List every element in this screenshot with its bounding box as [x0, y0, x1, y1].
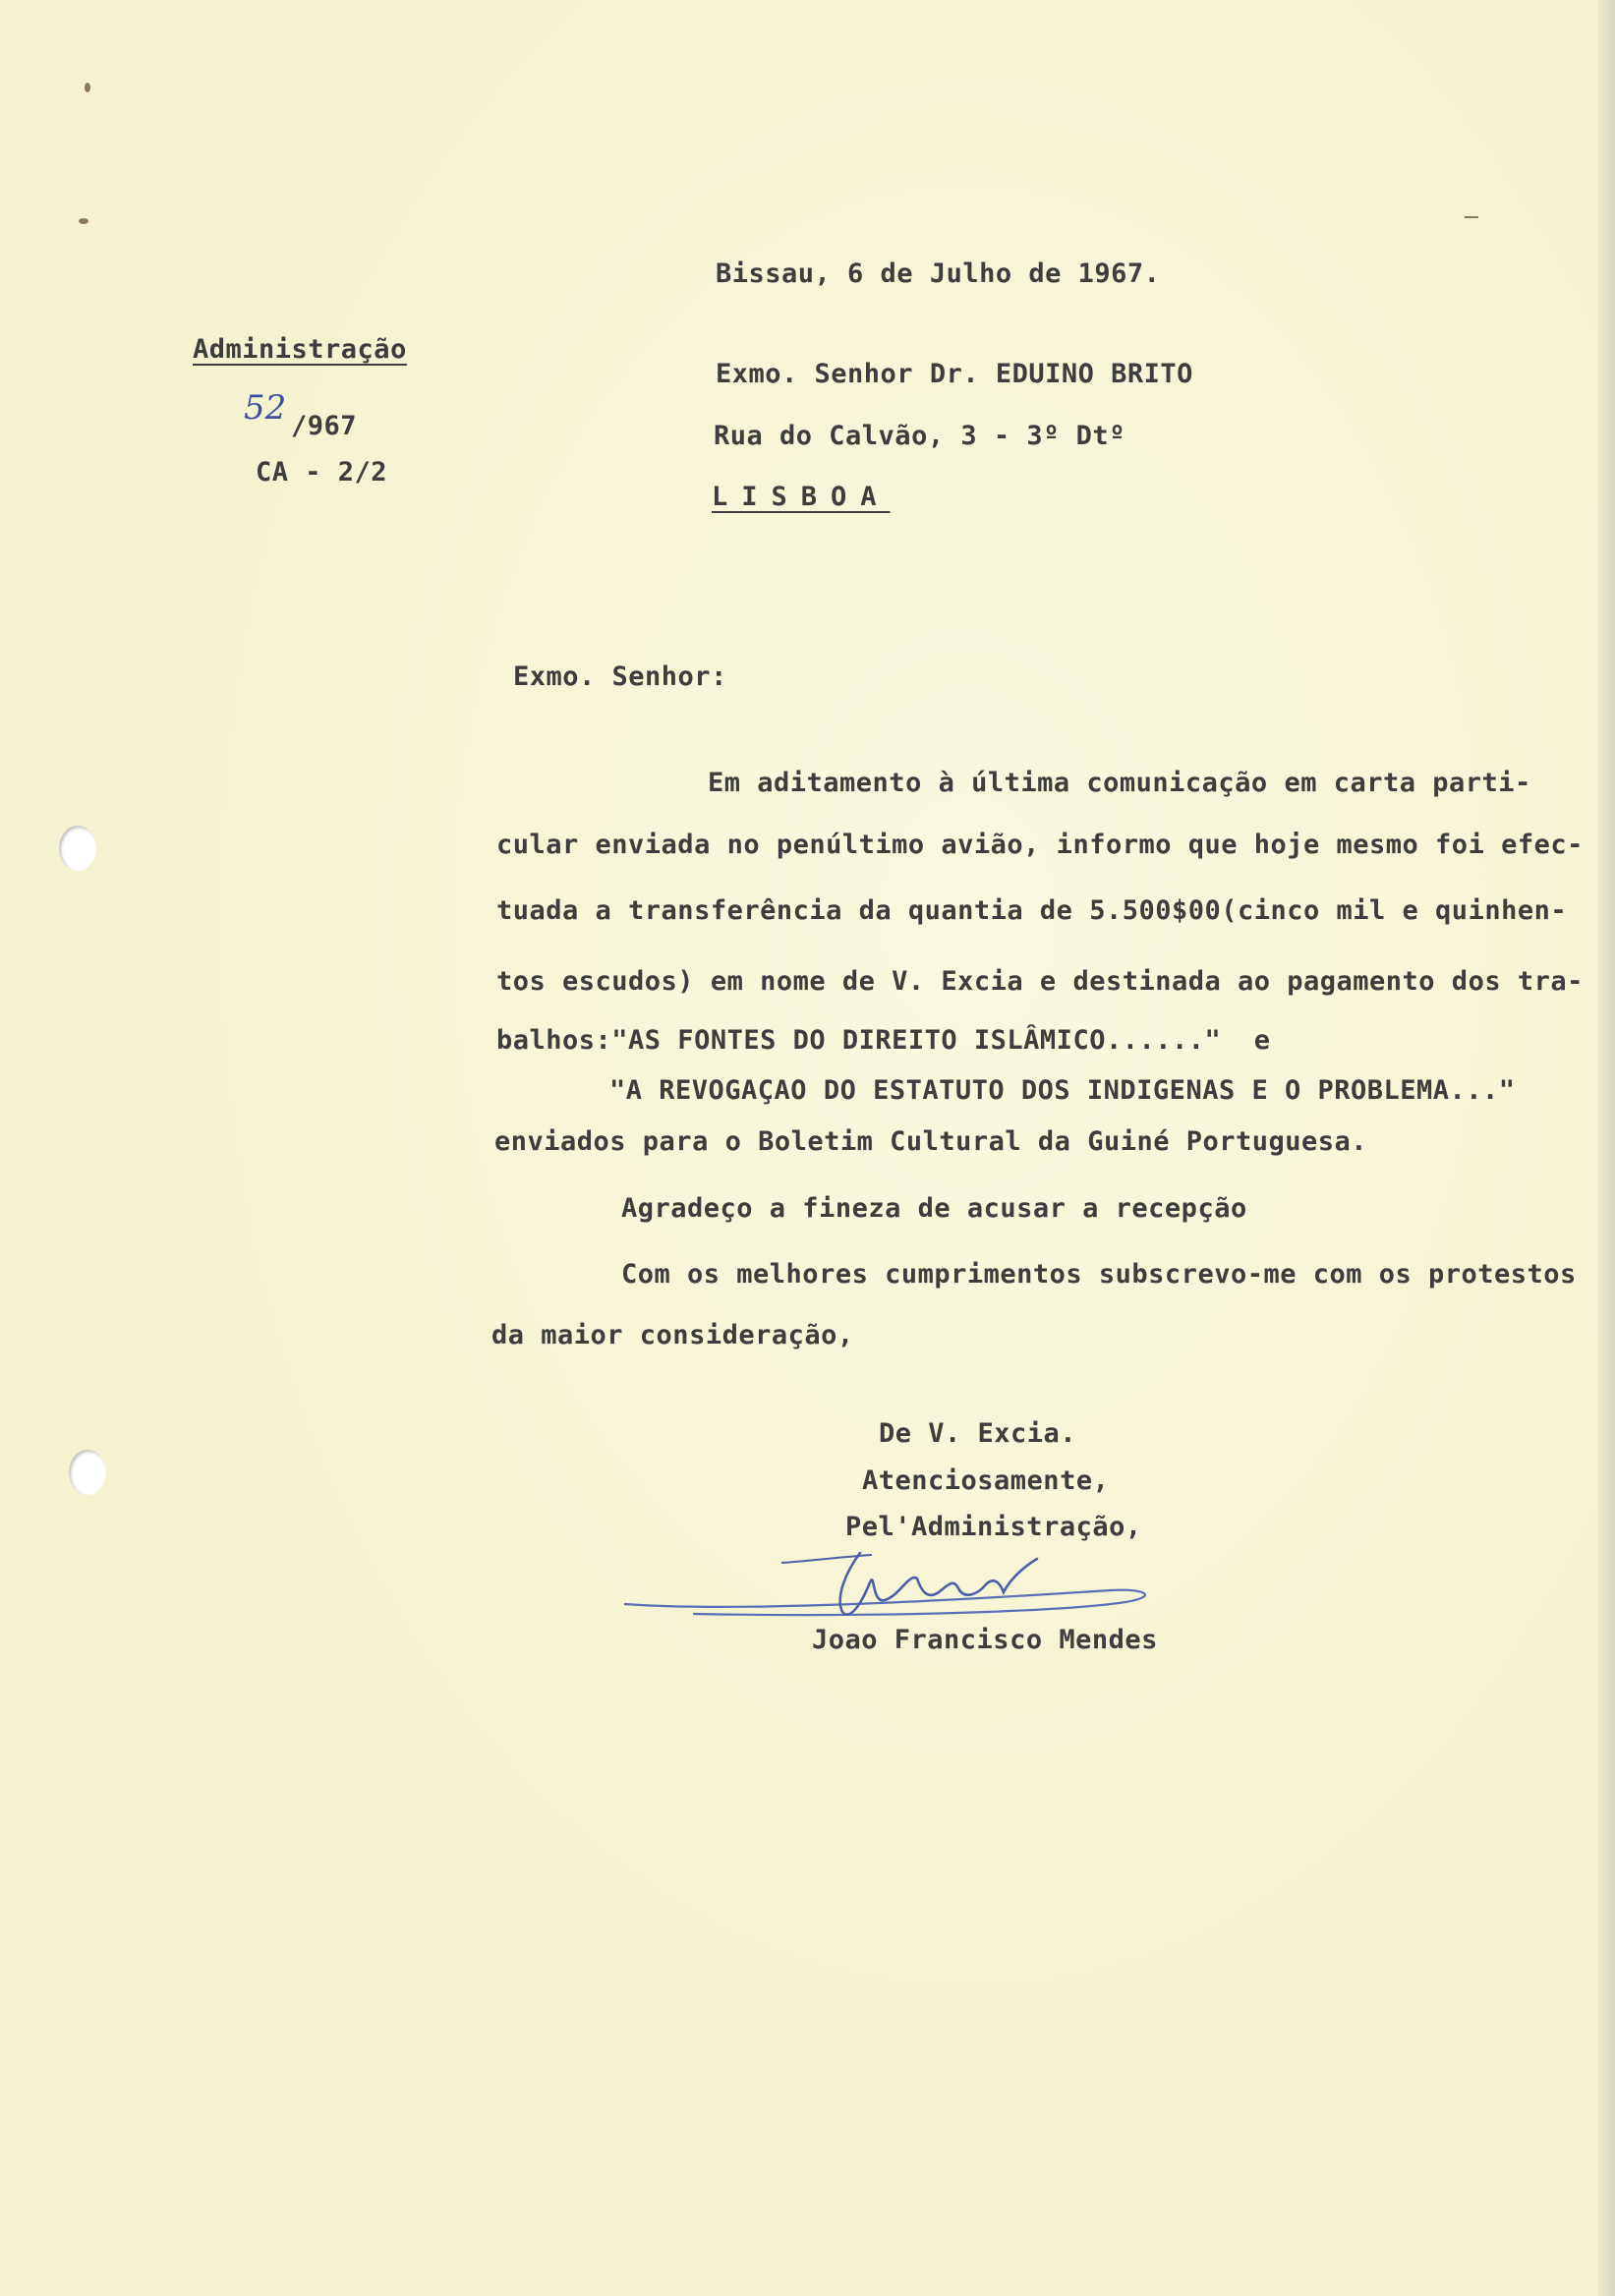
salutation: Exmo. Senhor: — [513, 661, 727, 692]
punch-hole-top — [59, 826, 96, 871]
paper-edge — [1597, 0, 1615, 2296]
stray-mark — [79, 218, 88, 224]
sender-department: Administração — [193, 334, 407, 365]
acknowledgement-line: Agradeço a fineza de acusar a recepção — [621, 1193, 1247, 1224]
file-code: CA - 2/2 — [256, 457, 388, 488]
body-line: tos escudos) em nome de V. Excia e destinada ao pagamento dos tra- — [496, 966, 1584, 997]
closing-line: Com os melhores cumprimentos subscrevo-me com os protestos — [621, 1259, 1577, 1290]
stray-mark — [85, 83, 90, 92]
body-line: cular enviada no penúltimo avião, informo que hoje mesmo foi efec- — [496, 830, 1584, 860]
valediction-line: De V. Excia. — [879, 1418, 1077, 1449]
closing-line: da maior consideração, — [491, 1320, 854, 1350]
stray-mark — [1465, 216, 1478, 218]
valediction-line: Atenciosamente, — [862, 1465, 1110, 1496]
recipient-city: LISBOA — [712, 482, 891, 512]
body-line: enviados para o Boletim Cultural da Guiné Portuguesa. — [494, 1126, 1368, 1157]
reference-year: /967 — [291, 411, 358, 441]
reference-number-handwritten: 52 — [244, 388, 287, 428]
body-line: tuada a transferência da quantia de 5.500$00(cinco mil e quinhen- — [496, 895, 1568, 926]
punch-hole-bottom — [69, 1450, 106, 1495]
place-date: Bissau, 6 de Julho de 1967. — [716, 258, 1161, 289]
recipient-address: Rua do Calvão, 3 - 3º Dtº — [714, 421, 1125, 451]
recipient-name: Exmo. Senhor Dr. EDUINO BRITO — [716, 359, 1193, 389]
body-line: "A REVOGAÇAO DO ESTATUTO DOS INDIGENAS E O PROBLEMA..." — [609, 1075, 1516, 1106]
signatory-name: Joao Francisco Mendes — [812, 1625, 1158, 1655]
valediction-line: Pel'Administração, — [845, 1512, 1142, 1542]
body-line: balhos:"AS FONTES DO DIREITO ISLÂMICO......" e — [496, 1025, 1271, 1056]
body-line: Em aditamento à última comunicação em carta parti- — [708, 768, 1531, 798]
